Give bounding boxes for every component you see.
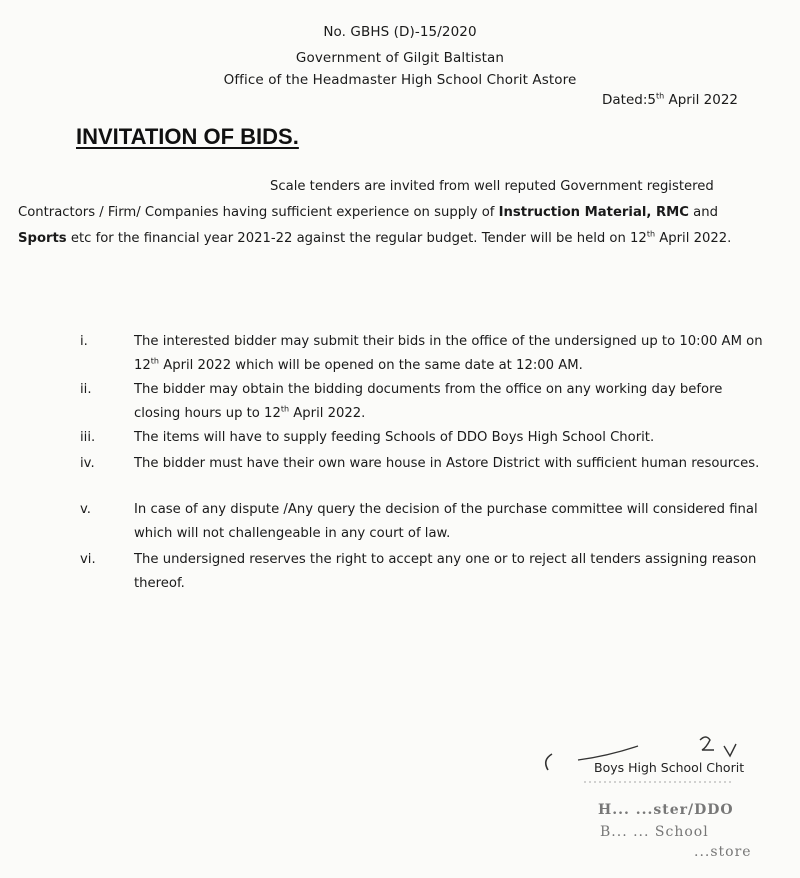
stamp-designation: H... ...ster/DDO <box>598 802 734 818</box>
condition-text: In case of any dispute /Any query the decision of the purchase committee will considered final which will not challengeable in any court of law. <box>134 502 758 541</box>
stamp-school: B... ... School <box>600 824 709 840</box>
date-line: Dated:5th April 2022 <box>602 91 738 108</box>
condition-text: The bidder must have their own ware house in Astore District with sufficient human resources. <box>134 456 760 471</box>
condition-number: iii. <box>80 430 96 445</box>
stamp-school-name: Boys High School Chorit <box>594 760 745 775</box>
page-title: INVITATION OF BIDS. <box>76 124 299 149</box>
reference-number: No. GBHS (D)-15/2020 <box>323 24 477 40</box>
condition-text: The undersigned reserves the right to accept any one or to reject all tenders assigning reason thereof. <box>134 552 757 591</box>
office-line: Office of the Headmaster High School Chorit Astore <box>223 72 577 88</box>
condition-number: i. <box>80 334 88 349</box>
condition-text: The interested bidder may submit their bids in the office of the undersigned up to 10:00 AM on 12th April 2022 which will be opened on the same date at 12:00 AM. <box>134 334 763 373</box>
condition-number: iv. <box>80 456 95 471</box>
stamp-location: ...store <box>694 844 752 860</box>
intro-paragraph: Scale tenders are invited from well reputed Government registered Contractors / Firm/ Companies having sufficient experience on supply of Instruction Material, RMC and Sports etc for the financial year 2021-22 against the regular budget. Tender will be held on 12th April 2022. <box>18 179 732 246</box>
government-line: Government of Gilgit Baltistan <box>295 50 505 66</box>
condition-number: ii. <box>80 382 92 397</box>
signature-block <box>538 730 788 870</box>
condition-number: vi. <box>80 552 96 567</box>
condition-text: The items will have to supply feeding Schools of DDO Boys High School Chorit. <box>134 430 655 445</box>
condition-text: The bidder may obtain the bidding documents from the office on any working day before closing hours up to 12th April 2022. <box>134 382 723 421</box>
condition-number: v. <box>80 502 91 517</box>
